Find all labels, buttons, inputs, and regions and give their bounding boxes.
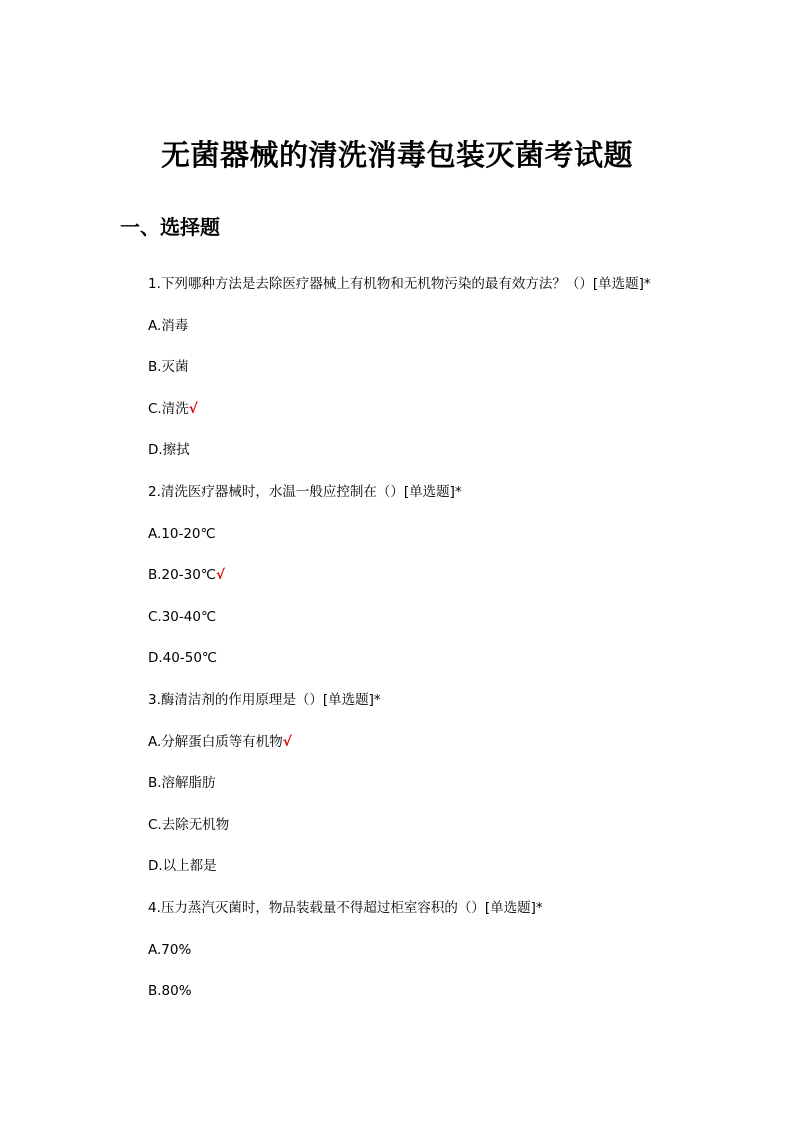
answer-option (148, 316, 748, 358)
option-text: C.清洗 (148, 400, 189, 417)
correct-answer-check-icon: √ (215, 567, 225, 584)
answer-option (148, 856, 748, 898)
option-text: C.30-40℃ (148, 608, 217, 625)
option-text: B.溶解脂肪 (148, 775, 216, 792)
option-text: A.消毒 (148, 317, 189, 334)
answer-option (148, 648, 748, 690)
option-text: B.灭菌 (148, 359, 189, 376)
correct-answer-check-icon: √ (188, 400, 198, 417)
question-prompt: 4.压力蒸汽灭菌时，物品装载量不得超过柜室容积的（）[单选题]* (148, 899, 543, 916)
question-prompt: 2.清洗医疗器械时，水温一般应控制在（）[单选题]* (148, 483, 462, 500)
answer-option (148, 773, 748, 815)
option-text: D.40-50℃ (148, 650, 218, 667)
option-text: A.分解蛋白质等有机物 (148, 733, 283, 750)
answer-option (148, 524, 748, 566)
option-text: B.20-30℃ (148, 567, 216, 584)
option-text: A.70% (148, 941, 192, 958)
option-text: C.去除无机物 (148, 816, 230, 833)
answer-option (148, 607, 748, 649)
option-text: D.擦拭 (148, 442, 190, 459)
answer-option (148, 981, 748, 1023)
answer-option (148, 399, 748, 441)
option-text: D.以上都是 (148, 858, 217, 875)
answer-option (148, 565, 748, 607)
question-prompt: 1.下列哪种方法是去除医疗器械上有机物和无机物污染的最有效方法？（）[单选题]* (148, 276, 651, 292)
section-heading: 一、选择题 (120, 215, 220, 239)
option-text: B.80% (148, 983, 192, 1000)
answer-option (148, 357, 748, 399)
correct-answer-check-icon: √ (282, 733, 292, 750)
document-title: 无菌器械的清洗消毒包装灭菌考试题 (160, 138, 633, 172)
answer-option (148, 732, 748, 774)
answer-option (148, 440, 748, 482)
question-prompt: 3.酶清洁剂的作用原理是（）[单选题]* (148, 691, 381, 708)
question-list (148, 274, 748, 1023)
option-text: A.10-20℃ (148, 525, 216, 542)
answer-option (148, 940, 748, 982)
answer-option (148, 815, 748, 857)
